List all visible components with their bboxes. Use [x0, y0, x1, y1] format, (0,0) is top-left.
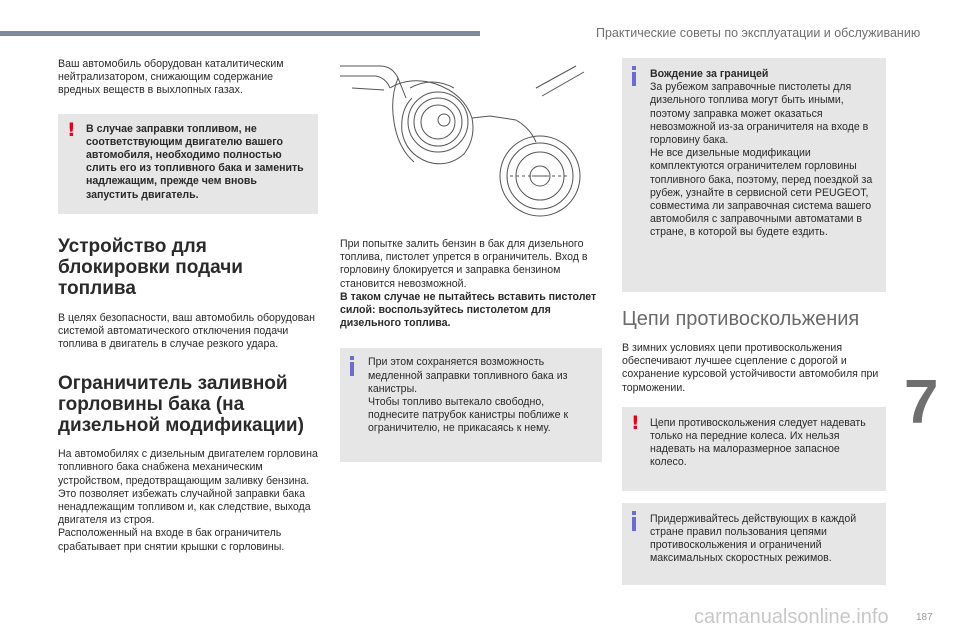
info-icon — [632, 511, 636, 531]
info-box-chains — [622, 503, 886, 585]
section-text-snow-chains: В зимних условиях цепи противоскольжения обеспечивают лучшее сцепление с дорогой и сохранение курсовой устойчивости автомобиля при торможении. — [622, 342, 879, 394]
header-bar — [0, 31, 480, 36]
warning-icon: ! — [631, 411, 640, 434]
fuel-filler-illustration — [340, 58, 602, 236]
info-text-abroad: За рубежом заправочные пистолеты для дизельного топлива могут быть иными, поэтому заправка может оказаться невозможной из-за ограничителя на входе в горловину бака. — [650, 81, 869, 147]
misfuel-text: При попытке залить бензин в бак для дизельного топлива, пистолет упрется в ограничитель. Вход в горловину блокируется и заправка бензином становится невозможной. — [340, 238, 588, 290]
intro-text: Ваш автомобиль оборудован каталитическим нейтрализатором, снижающим содержание вредных веществ в выхлопных газах. — [58, 58, 284, 97]
info-text-chains: Придерживайтесь действующих в каждой стране правил пользования цепями противоскольжения и ограничений максимальных скоростных режимов. — [650, 512, 857, 565]
column-middle — [340, 58, 602, 462]
section-title-snow-chains: Цепи противоскольжения — [622, 308, 860, 330]
info-icon — [632, 66, 636, 86]
warning-text-chains: Цепи противоскольжения следует надевать только на передние колеса. Их нельзя надевать на малоразмерное запасное колесо. — [650, 416, 866, 469]
info-text-abroad-2: Не все дизельные модификации комплектуются ограничителем горловины топливного бака, поэтому, перед поездкой за рубеж, узнайте в сервисной сети PEUGEOT, совместима ли заправочная система вашего автомобиля с заправочными автоматами в стране, в которой вы будете ездить. — [650, 147, 873, 239]
section-title-fuel-cutoff: Устройство для блокировки подачи топлива — [58, 235, 243, 299]
info-text-canister: При этом сохраняется возможность медленной заправки топливного бака из канистры. — [368, 356, 568, 395]
warning-box-chains — [622, 407, 886, 491]
warning-text: В случае заправки топливом, не соответствующим двигателю вашего автомобиля, необходимо полностью слить его из топливного бака и заменить надлежащим, прежде чем вновь запустить двигатель. — [86, 122, 304, 201]
info-box-canister — [340, 348, 602, 462]
warning-icon: ! — [67, 118, 76, 141]
watermark: carmanualsonline.info — [694, 606, 889, 628]
section-text-misfuel: На автомобилях с дизельным двигателем горловина топливного бака снабжена механическим устройством, предотвращающим заливку бензина. Это позволяет избежать случайной заправки бака ненадлежащим топливом и, как следствие, выхода двигателя из строя. — [58, 448, 318, 527]
column-right — [622, 58, 886, 585]
section-text-fuel-cutoff: В целях безопасности, ваш автомобиль оборудован системой автоматического отключения подачи топлива в двигатель в случае резкого удара. — [58, 311, 315, 351]
section-text-misfuel-2: Расположенный на входе в бак ограничитель срабатывает при снятии крышки с горловины. — [58, 527, 285, 553]
misfuel-bold-text: В таком случае не пытайтесь вставить пистолет силой: воспользуйтесь пистолетом для дизельного топлива. — [340, 290, 597, 330]
warning-box — [58, 114, 318, 214]
info-box-abroad — [622, 58, 886, 292]
chapter-number: 7 — [904, 368, 939, 437]
chapter-title: Практические советы по эксплуатации и обслуживанию — [596, 26, 921, 40]
info-title-abroad: Вождение за границей — [650, 68, 769, 80]
page-number: 187 — [916, 612, 933, 623]
info-icon — [350, 356, 354, 376]
fuel-filler-drawing — [340, 58, 602, 236]
column-left — [58, 58, 318, 554]
section-title-misfuel: Ограничитель заливной горловины бака (на дизельной модификации) — [58, 373, 304, 437]
info-text-canister-2: Чтобы топливо вытекало свободно, поднесите патрубок канистры поближе к ограничителю, не прикасаясь к нему. — [368, 396, 569, 435]
